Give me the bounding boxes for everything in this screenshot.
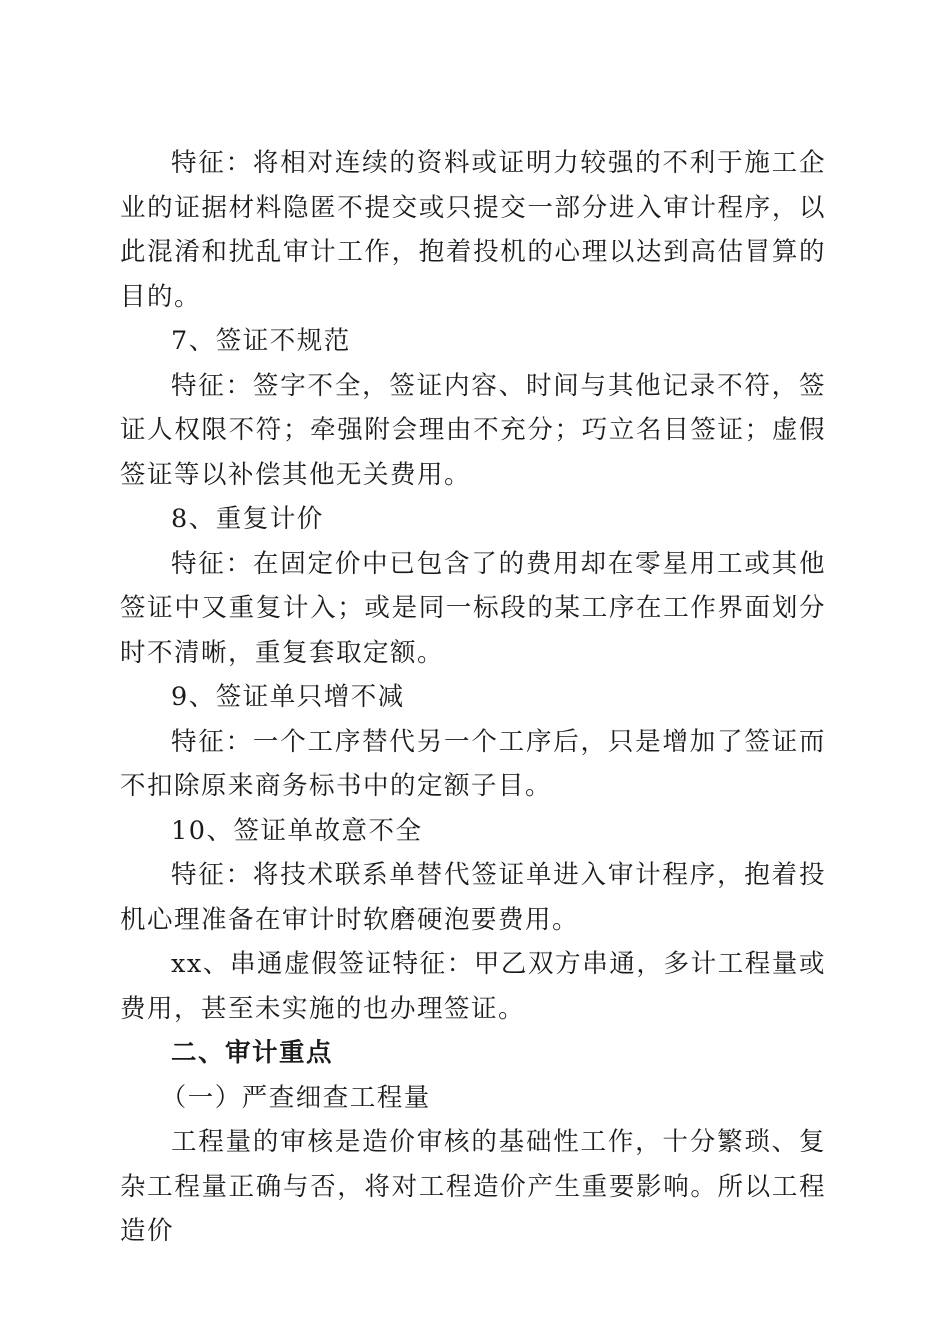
paragraph-collusion: xx、串通虚假签证特征：甲乙双方串通，多计工程量或费用，甚至未实施的也办理签证。 (120, 949, 826, 1024)
document-body (120, 141, 826, 1254)
section-title-audit-focus: 二、审计重点 (171, 1038, 334, 1068)
subsection-title-quantities: （一）严查细查工程量 (160, 1082, 431, 1113)
item-heading-7: 7、签证不规范 (171, 326, 351, 356)
paragraph-visa-incomplete: 特征：将技术联系单替代签证单进入审计程序，抱着投机心理准备在审计时软磨硬泡要费用。 (120, 860, 826, 935)
item-heading-10: 10、签证单故意不全 (171, 815, 423, 846)
paragraph-visa-irregular: 特征：签字不全，签证内容、时间与其他记录不符，签证人权限不符；牵强附会理由不充分；巧立名目签证；虚假签证等以补偿其他无关费用。 (120, 370, 826, 490)
paragraph-visa-only-increase: 特征：一个工序替代另一个工序后，只是增加了签证而不扣除原来商务标书中的定额子目。 (120, 726, 826, 801)
item-heading-8: 8、重复计价 (171, 504, 324, 534)
paragraph-duplicate-pricing: 特征：在固定价中已包含了的费用却在零星用工或其他签证中又重复计入；或是同一标段的某工序在工作界面划分时不清晰，重复套取定额。 (120, 548, 826, 668)
paragraph-evidence-concealment: 特征：将相对连续的资料或证明力较强的不利于施工企业的证据材料隐匿不提交或只提交一部分进入审计程序，以此混淆和扰乱审计工作，抱着投机的心理以达到高估冒算的目的。 (120, 148, 826, 312)
item-heading-9: 9、签证单只增不减 (171, 682, 405, 712)
paragraph-quantity-review: 工程量的审核是造价审核的基础性工作，十分繁琐、复杂工程量正确与否，将对工程造价产生重要影响。所以工程造价 (120, 1127, 826, 1246)
